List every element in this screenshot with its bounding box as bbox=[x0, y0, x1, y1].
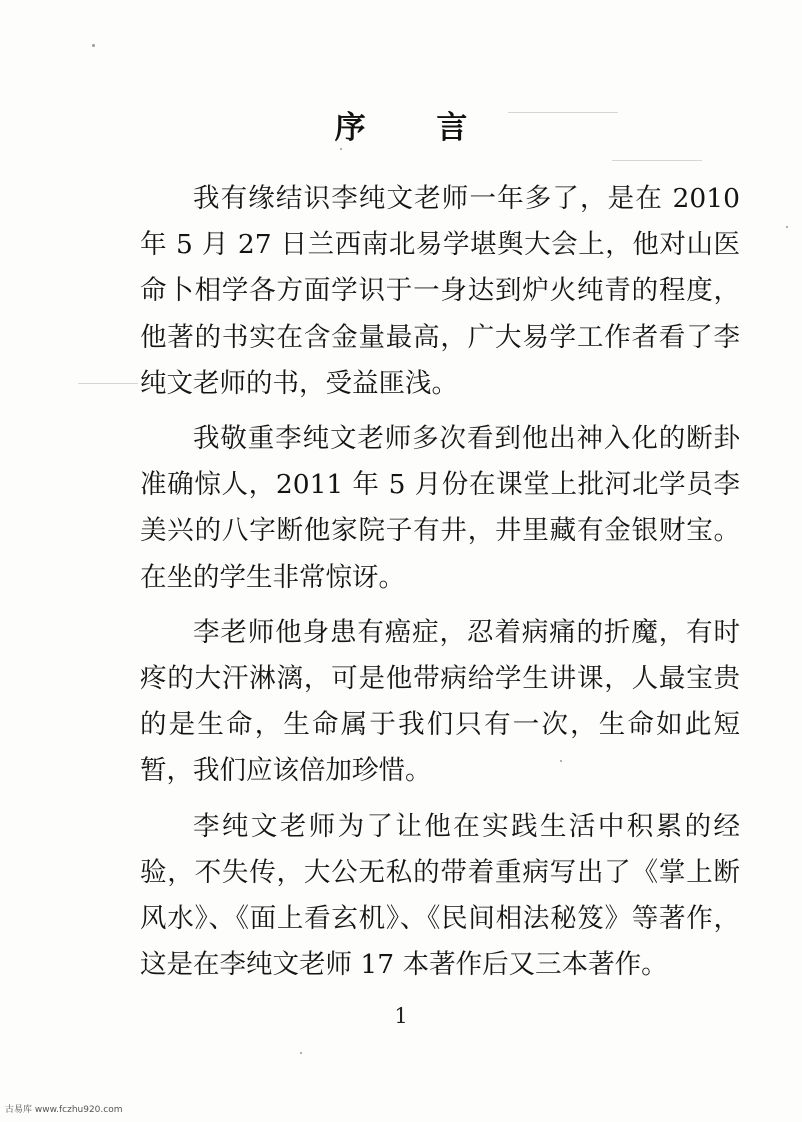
scan-speck bbox=[300, 1052, 302, 1054]
scan-bleed-line bbox=[78, 383, 138, 384]
scan-speck bbox=[560, 760, 562, 762]
scan-speck bbox=[92, 44, 95, 47]
scan-bleed-line bbox=[508, 112, 618, 113]
paragraph-3: 李老师他身患有癌症，忍着病痛的折魔，有时疼的大汗淋漓，可是他带病给学生讲课，人最宝贵的是生命，生命属于我们只有一次，生命如此短暂，我们应该倍加珍惜。 bbox=[140, 616, 740, 787]
paragraph-1: 我有缘结识李纯文老师一年多了，是在 2010 年 5 月 27 日兰西南北易学堪舆大会上，他对山医命卜相学各方面学识于一身达到炉火纯青的程度，他著的书实在含金量最高，广大易学工作者看了李纯文老师的书，受益匪浅。 bbox=[140, 183, 740, 399]
scan-speck bbox=[786, 226, 788, 228]
paragraph-2: 我敬重李纯文老师多次看到他出神入化的断卦准确惊人，2011 年 5 月份在课堂上批河北学员李美兴的八字断他家院子有井，井里藏有金银财宝。在坐的学生非常惊讶。 bbox=[140, 423, 740, 593]
page-title: 序 言 bbox=[334, 110, 498, 146]
page-number: 1 bbox=[394, 1004, 408, 1028]
body-text bbox=[140, 176, 740, 997]
site-watermark: 古易库 www.fczhu920.com bbox=[5, 1105, 123, 1115]
scan-speck bbox=[340, 148, 342, 150]
paragraph-4: 李纯文老师为了让他在实践生活中积累的经验，不失传，大公无私的带着重病写出了《掌上断风水》、《面上看玄机》、《民间相法秘笈》等著作，这是在李纯文老师 17 本著作后又三本著作。 bbox=[140, 810, 740, 981]
scan-bleed-line bbox=[612, 160, 702, 161]
